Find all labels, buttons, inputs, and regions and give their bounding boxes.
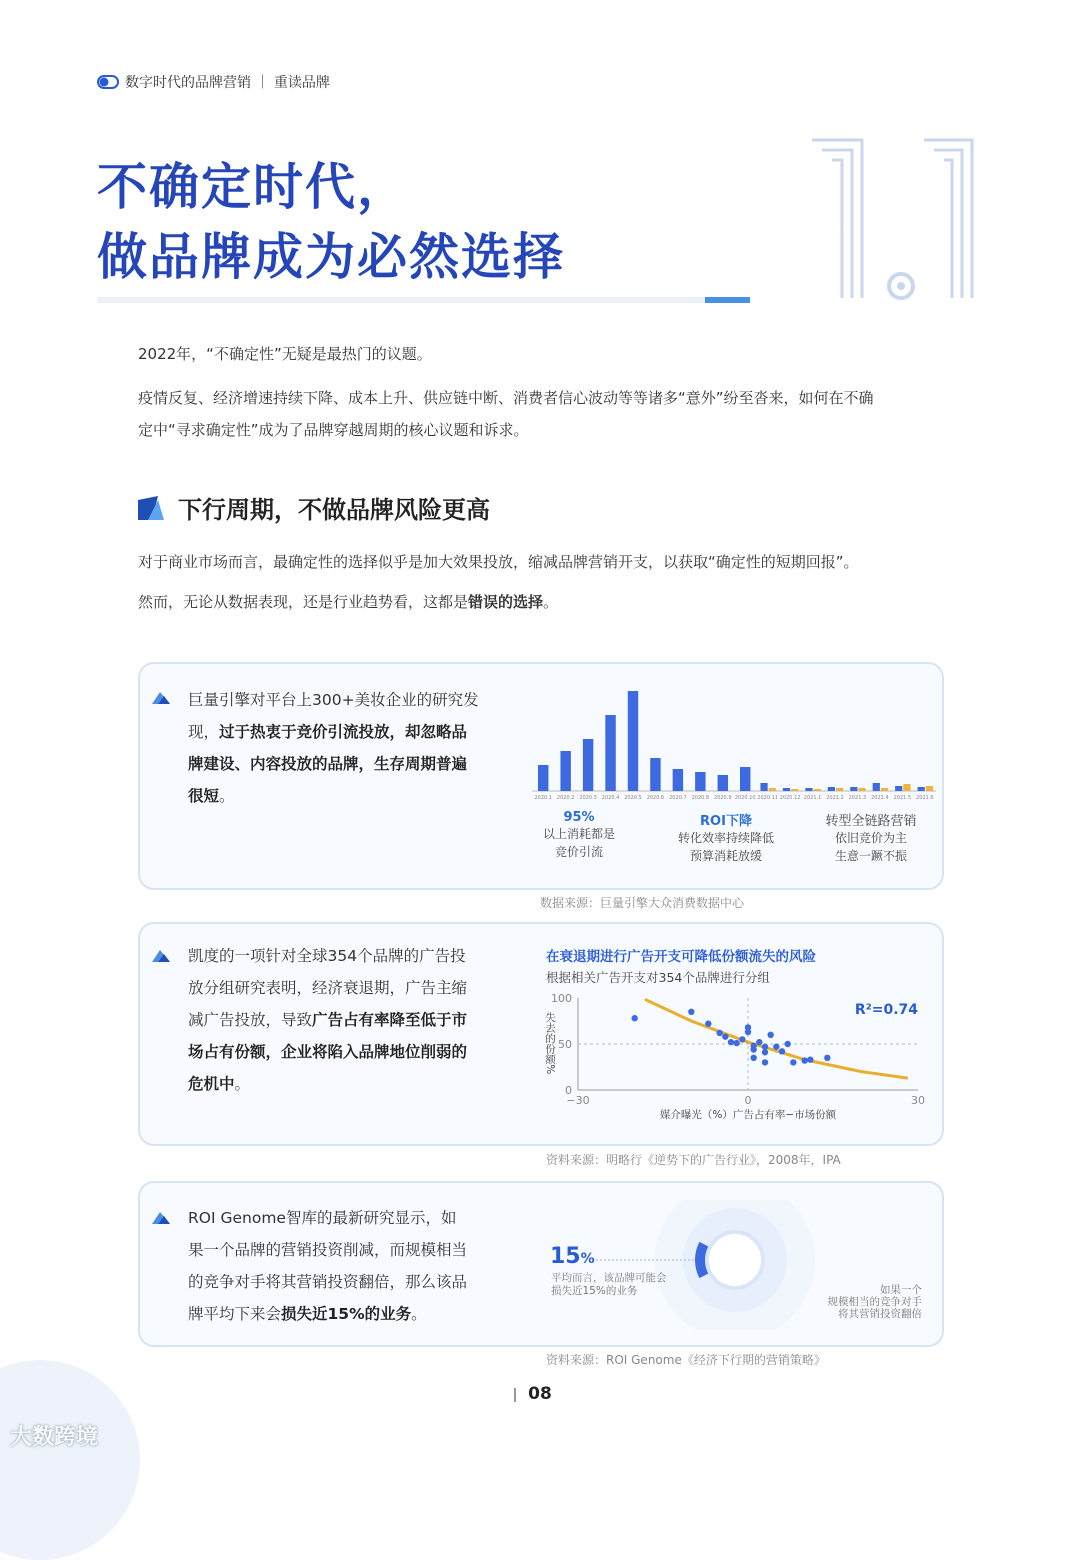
- card1-line-2: [188, 716, 488, 748]
- bar-label-2020.6: 2020.6: [646, 795, 665, 801]
- section-paragraph-2-bold: 错误的选择: [468, 593, 544, 611]
- bar-blue-2020.4: [605, 715, 615, 791]
- scatter-r2-annotation: R²=0.74: [854, 1002, 918, 1018]
- stat-2: [652, 810, 800, 865]
- bar-label-2020.2: 2020.2: [556, 795, 575, 801]
- intro-paragraph-2-line-1: 疫情反复、经济增速持续下降、成本上升、供应链中断、消费者信心波动等等诸多“意外”纷至沓来，如何在不确: [138, 389, 874, 407]
- card1-line-2-pre: 现，: [188, 723, 220, 741]
- scatter-point-17: [767, 1032, 773, 1038]
- card2-source: 资料来源：明略行《逆势下的广告行业》，2008年，IPA: [546, 1153, 841, 1167]
- donut-unit: %: [580, 1251, 595, 1267]
- stat-1: [520, 810, 638, 861]
- scatter-point-3: [716, 1030, 722, 1036]
- donut-right-line-1: 如果一个: [880, 1284, 922, 1296]
- bar-blue-2021.4: [873, 783, 880, 791]
- bar-chart: [532, 685, 936, 805]
- card1-line-4: [188, 780, 488, 812]
- bar-chart-stats: [520, 810, 940, 866]
- title-line-1: 不确定时代，: [97, 158, 409, 216]
- card2-line-3: [188, 1004, 488, 1036]
- donut-left-line-2: 损失近15%的业务: [551, 1285, 638, 1297]
- bar-label-2021.2: 2021.2: [826, 795, 844, 801]
- stat-3-line-1: 依旧竞价为主: [834, 831, 907, 845]
- bar-label-2020.3: 2020.3: [579, 795, 597, 801]
- stat-1-line-2: 竞价引流: [554, 845, 603, 859]
- bar-blue-2021.6: [918, 787, 925, 791]
- card1-source: 数据来源：巨量引擎大众消费数据中心: [540, 896, 745, 910]
- scatter-point-7: [739, 1036, 745, 1042]
- bar-blue-2020.3: [583, 739, 593, 791]
- scatter-point-0: [631, 1015, 637, 1021]
- bar-blue-2020.5: [628, 691, 638, 791]
- scatter-title: 在衰退期进行广告开支可降低份额流失的风险: [546, 949, 816, 965]
- bar-label-2020.7: 2020.7: [669, 795, 687, 801]
- title-underline-accent: [705, 297, 750, 303]
- scatter-ytick-1: 50: [558, 1038, 572, 1051]
- scatter-xlabel: 媒介曝光（%）广告占有率−市场份额: [659, 1109, 837, 1121]
- scatter-ylabel: 失去的份额%: [544, 1011, 556, 1075]
- bar-label-2021.3: 2021.3: [848, 795, 867, 801]
- title-underline: [97, 297, 750, 303]
- card3-line-4-bold: 损失近15%的业务: [281, 1305, 412, 1323]
- scatter-point-19: [779, 1048, 785, 1054]
- bar-blue-2021.5: [895, 786, 902, 791]
- scatter-point-20: [784, 1041, 790, 1047]
- bar-blue-2021.1: [805, 788, 812, 791]
- donut-hole: [707, 1232, 763, 1288]
- card2-line-4-bold: 场占有份额，企业将陷入品牌地位削弱的: [188, 1043, 468, 1061]
- page-title: [97, 152, 565, 292]
- header-text: 数字时代的品牌营销 ｜ 重读品牌: [125, 75, 330, 91]
- bar-label-2021.6: 2021.6: [916, 795, 934, 801]
- bar-blue-2020.9: [718, 775, 728, 791]
- section-heading: [138, 490, 490, 525]
- stat-1-line-1: 以上消耗都是: [542, 827, 615, 841]
- scatter-point-5: [728, 1039, 734, 1045]
- section-paragraph-2-pre: 然而，无论从数据表现，还是行业趋势看，这都是: [138, 593, 469, 611]
- scatter-xtick-2: 30: [911, 1094, 925, 1107]
- donut-right-caption: [800, 1284, 922, 1320]
- page-number: 08: [528, 1384, 552, 1404]
- section-number-graphic: [800, 130, 980, 305]
- bar-label-2020.9: 2020.9: [714, 795, 732, 801]
- scatter-subtitle: 根据相关广告开支对354个品牌进行分组: [546, 970, 770, 985]
- scatter-point-14: [762, 1044, 768, 1050]
- bar-label-2021.4: 2021.4: [871, 795, 889, 801]
- stat-3-line-2: 生意一蹶不振: [834, 849, 907, 863]
- card1-line-3: [188, 748, 488, 780]
- intro-paragraph-2-line-2: 定中“寻求确定性”成为了品牌穿越周期的核心议题和诉求。: [138, 421, 529, 439]
- donut-left-caption: [551, 1272, 667, 1298]
- section-number: 1.1: [840, 230, 842, 231]
- scatter-point-4: [722, 1033, 728, 1039]
- scatter-point-21: [790, 1059, 796, 1065]
- card3-line-4-post: 。: [411, 1305, 427, 1323]
- stat-2-number: ROI下降: [700, 814, 752, 829]
- card1-text: [188, 684, 488, 812]
- bar-blue-2020.8: [695, 772, 705, 791]
- scatter-point-11: [750, 1046, 756, 1052]
- bar-orange-2021.1: [814, 789, 821, 791]
- page-header: [97, 72, 330, 92]
- bar-blue-2020.7: [673, 769, 683, 791]
- stat-3: [812, 810, 930, 865]
- bar-orange-2021.2: [836, 788, 843, 791]
- scatter-point-2: [705, 1021, 711, 1027]
- bar-label-2021.5: 2021.5: [893, 795, 912, 801]
- section-paragraph-2: [138, 586, 558, 618]
- scatter-point-23: [807, 1056, 813, 1062]
- scatter-ytick-2: 0: [565, 1084, 572, 1097]
- card3-line-4: [188, 1298, 488, 1330]
- scatter-ytick-0: 100: [551, 992, 572, 1005]
- card2-line-5-post: 。: [234, 1075, 251, 1093]
- card2-line-4: [188, 1036, 488, 1068]
- title-line-2: 做品牌成为必然选择: [97, 228, 565, 286]
- donut-big-number: [550, 1244, 595, 1269]
- bar-blue-2020.11: [760, 783, 767, 791]
- bar-label-2020.10: 2020.10: [734, 795, 756, 801]
- card2-line-5-bold: 危机中: [188, 1075, 235, 1093]
- intro-paragraph-1: 2022年，“不确定性”无疑是最热门的议题。: [138, 345, 432, 363]
- card2-text: [188, 940, 488, 1100]
- bar-label-2020.5: 2020.5: [624, 795, 642, 801]
- bar-orange-2021.6: [926, 786, 933, 791]
- bar-label-2020.4: 2020.4: [601, 795, 620, 801]
- donut-left-line-1: 平均而言，该品牌可能会: [551, 1272, 667, 1284]
- donut-right-line-3: 将其营销投资翻倍: [838, 1308, 922, 1320]
- card2-line-3-pre: 减广告投放，导致: [188, 1011, 313, 1029]
- donut-right-line-2: 规模相当的竞争对手: [827, 1296, 922, 1308]
- bar-orange-2021.3: [858, 788, 865, 791]
- scatter-xtick-0: −30: [566, 1094, 590, 1107]
- bullet-icon: [152, 948, 170, 964]
- bar-blue-2021.3: [850, 787, 857, 791]
- scatter-point-6: [733, 1040, 739, 1046]
- card3-line-4-pre: 牌平均下来会: [188, 1305, 282, 1323]
- bar-blue-2020.6: [650, 758, 660, 791]
- stat-2-line-1: 转化效率持续降低: [677, 831, 774, 845]
- card2-line-2: 放分组研究表明，经济衰退期，广告主缩: [188, 979, 468, 997]
- bar-blue-2020.2: [560, 751, 570, 791]
- card1-line-3-bold: 牌建设、内容投放的品牌，生存周期普遍: [188, 755, 468, 773]
- scatter-point-18: [773, 1044, 779, 1050]
- card1-line-4-bold: 很短: [188, 787, 220, 805]
- scatter-point-1: [688, 1009, 694, 1015]
- scatter-chart: [540, 988, 930, 1123]
- section-mark-icon: [138, 496, 164, 520]
- card1-line-2-bold: 过于热衷于竞价引流投放，却忽略品: [219, 723, 468, 741]
- scatter-xtick-1: 0: [744, 1094, 752, 1107]
- watermark: [10, 1420, 98, 1451]
- card3-source: 资料来源：ROI Genome《经济下行期的营销策略》: [546, 1353, 826, 1367]
- bar-blue-2020.1: [538, 765, 548, 791]
- bar-orange-2020.11: [769, 788, 776, 791]
- bar-label-2020.12: 2020.12: [779, 795, 801, 801]
- bar-blue-2021.2: [828, 787, 835, 791]
- donut-number: 15: [550, 1244, 581, 1269]
- card3-line-1: ROI Genome智库的最新研究显示，如: [188, 1209, 457, 1227]
- stat-3-number: 转型全链路营销: [825, 814, 917, 829]
- stat-1-number: 95%: [563, 810, 595, 825]
- scatter-point-22: [801, 1057, 807, 1063]
- bar-blue-2020.10: [740, 767, 750, 791]
- bar-orange-2021.4: [881, 788, 888, 791]
- bullet-icon: [152, 1210, 170, 1226]
- bar-orange-2021.5: [903, 784, 910, 791]
- card3-line-2: 果一个品牌的营销投资削减，而规模相当: [188, 1241, 468, 1259]
- card2-line-3-bold: 广告占有率降至低于市: [312, 1011, 468, 1029]
- card2-line-1: 凯度的一项针对全球354个品牌的广告投: [188, 947, 466, 965]
- scatter-point-16: [762, 1059, 768, 1065]
- bar-orange-2020.12: [791, 789, 798, 791]
- section-paragraph-1: 对于商业市场而言，最确定性的选择似乎是加大效果投放，缩减品牌营销开支，以获取“确定性的短期回报”。: [138, 553, 859, 571]
- card3-text: [188, 1202, 488, 1330]
- card1-line-1: 巨量引擎对平台上300+美妆企业的研究发: [188, 691, 479, 709]
- bullet-icon: [152, 690, 170, 706]
- card2-line-5: [188, 1068, 488, 1100]
- card1-line-4-post: 。: [219, 787, 235, 805]
- scatter-point-9: [745, 1029, 751, 1035]
- scatter-point-13: [756, 1039, 762, 1045]
- bar-label-2020.8: 2020.8: [691, 795, 710, 801]
- scatter-point-24: [824, 1055, 830, 1061]
- stat-2-line-2: 预算消耗放缓: [689, 849, 762, 863]
- watermark-text: 大数跨境: [10, 1425, 99, 1450]
- bar-label-2020.11: 2020.11: [757, 795, 779, 801]
- card3-line-3: 的竞争对手将其营销投资翻倍，那么该品: [188, 1273, 468, 1291]
- toggle-logo-icon: [97, 75, 119, 89]
- bar-label-2020.1: 2020.1: [534, 795, 552, 801]
- intro-paragraph-2: [138, 382, 958, 446]
- bar-label-2021.1: 2021.1: [803, 795, 822, 801]
- bar-blue-2020.12: [783, 788, 790, 791]
- scatter-point-15: [762, 1049, 768, 1055]
- scatter-point-12: [750, 1055, 756, 1061]
- section-heading-text: 下行周期，不做品牌风险更高: [178, 496, 490, 524]
- section-paragraph-2-post: 。: [543, 593, 559, 611]
